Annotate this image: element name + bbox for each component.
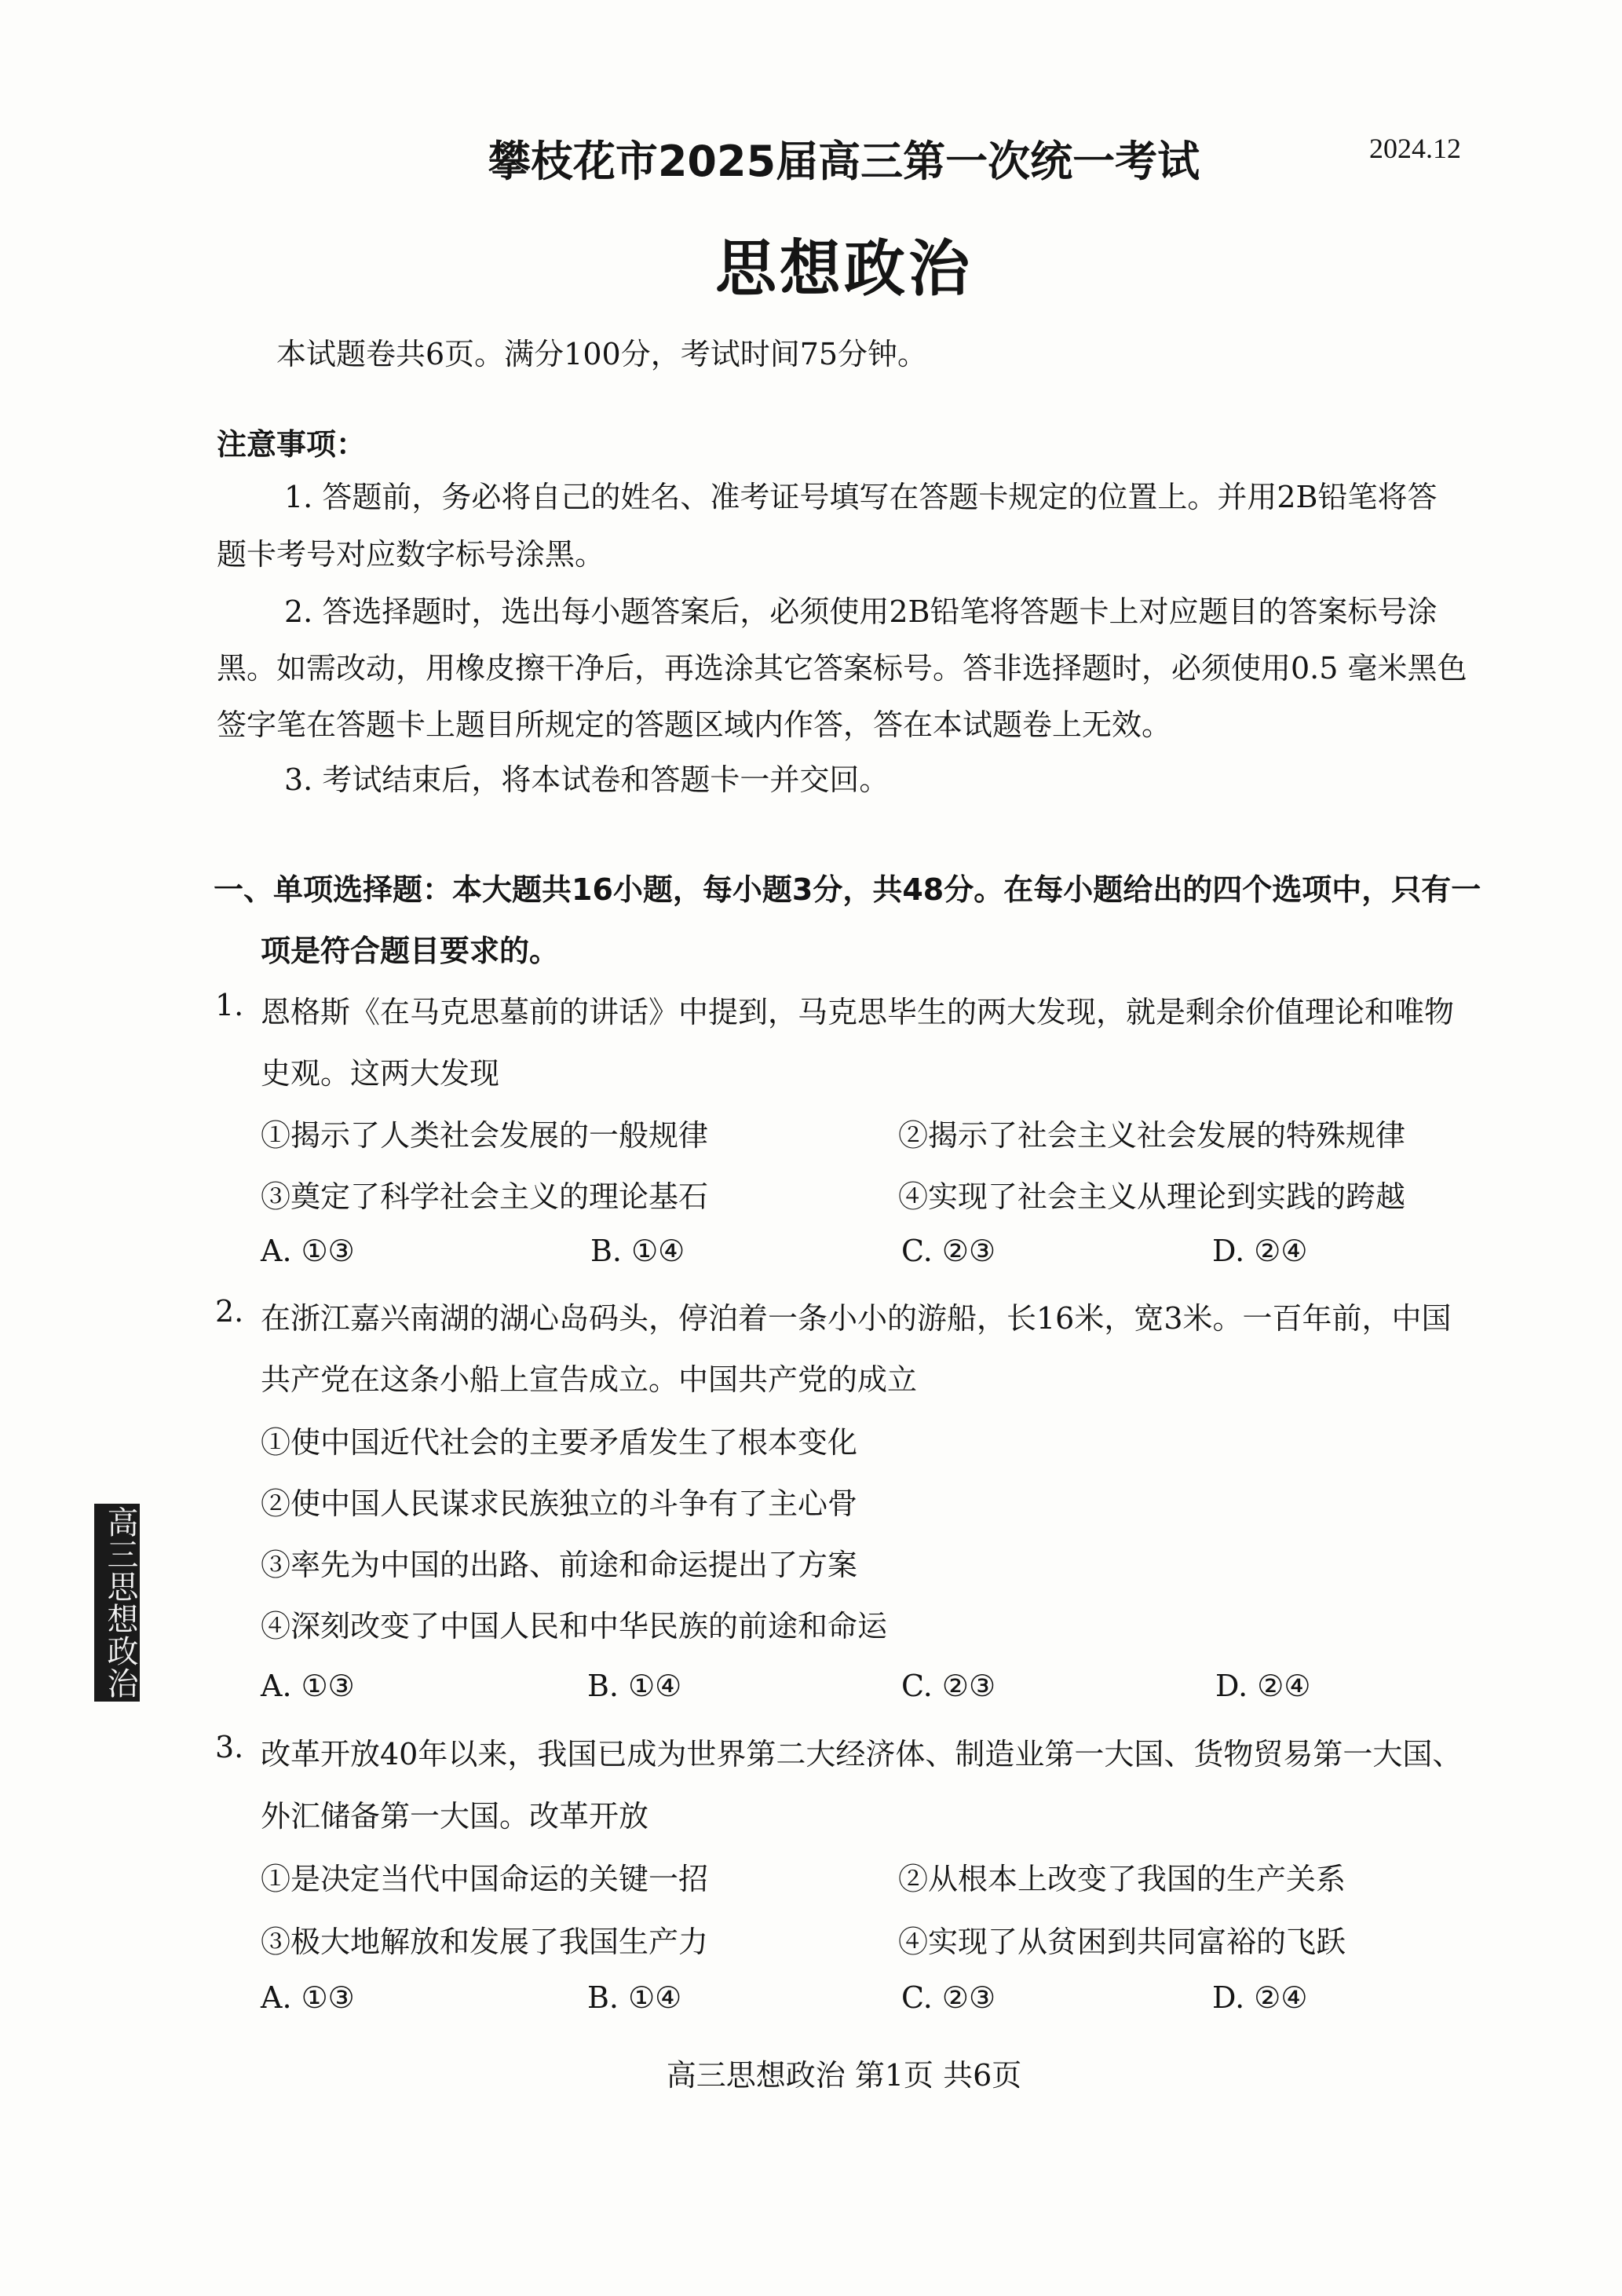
- q1-option-b: B. ①④: [590, 1234, 685, 1268]
- q2-stem-line-2: 共产党在这条小船上宣告成立。中国共产党的成立: [261, 1362, 918, 1397]
- q1-statement-4: ④实现了社会主义从理论到实践的跨越: [898, 1179, 1406, 1214]
- page-footer: 高三思想政治 第1页 共6页: [666, 2058, 1022, 2093]
- q1-option-d: D. ②④: [1212, 1234, 1308, 1268]
- q2-option-a: A. ①③: [261, 1669, 355, 1703]
- subject-title: 思想政治: [714, 234, 973, 305]
- note-1-line-1: 1. 答题前，务必将自己的姓名、准考证号填写在答题卡规定的位置上。并用2B铅笔将答: [284, 480, 1438, 514]
- note-2-line-2: 黑。如需改动，用橡皮擦干净后，再选涂其它答案标号。答非选择题时，必须使用0.5 毫米黑色: [217, 651, 1467, 686]
- note-2-line-1: 2. 答选择题时，选出每小题答案后，必须使用2B铅笔将答题卡上对应题目的答案标号涂: [284, 594, 1438, 629]
- q2-number: 2.: [215, 1294, 244, 1329]
- side-tab-label: 高三思想政治: [94, 1504, 140, 1702]
- note-1-line-2: 题卡考号对应数字标号涂黑。: [217, 537, 605, 572]
- q2-option-d: D. ②④: [1215, 1669, 1311, 1703]
- exam-info: 本试题卷共6页。满分100分，考试时间75分钟。: [276, 337, 928, 371]
- section-1-heading-cont: 项是符合题目要求的。: [261, 934, 560, 968]
- exam-date: 2024.12: [1369, 133, 1461, 164]
- q3-stem-line-1: 改革开放40年以来，我国已成为世界第二大经济体、制造业第一大国、货物贸易第一大国、: [261, 1737, 1463, 1771]
- q3-option-d: D. ②④: [1212, 1980, 1308, 2015]
- note-2-line-3: 签字笔在答题卡上题目所规定的答题区域内作答，答在本试题卷上无效。: [217, 707, 1172, 742]
- q1-option-c: C. ②③: [901, 1234, 996, 1268]
- note-3: 3. 考试结束后，将本试卷和答题卡一并交回。: [284, 762, 890, 797]
- q3-option-b: B. ①④: [587, 1980, 682, 2015]
- q3-option-a: A. ①③: [261, 1980, 355, 2015]
- q2-statement-4: ④深刻改变了中国人民和中华民族的前途和命运: [261, 1609, 888, 1643]
- q1-number: 1.: [215, 988, 244, 1022]
- q3-statement-3: ③极大地解放和发展了我国生产力: [261, 1925, 709, 1959]
- q3-statement-2: ②从根本上改变了我国的生产关系: [898, 1862, 1346, 1896]
- q3-statement-1: ①是决定当代中国命运的关键一招: [261, 1862, 709, 1896]
- q1-statement-3: ③奠定了科学社会主义的理论基石: [261, 1179, 709, 1214]
- q1-option-a: A. ①③: [261, 1234, 355, 1268]
- q3-statement-4: ④实现了从贫困到共同富裕的飞跃: [898, 1925, 1346, 1959]
- q3-stem-line-2: 外汇储备第一大国。改革开放: [261, 1799, 649, 1834]
- q2-stem-line-1: 在浙江嘉兴南湖的湖心岛码头，停泊着一条小小的游船，长16米，宽3米。一百年前，中国: [261, 1301, 1452, 1336]
- exam-title: 攀枝花市2025届高三第一次统一考试: [488, 137, 1200, 186]
- q2-statement-1: ①使中国近代社会的主要矛盾发生了根本变化: [261, 1425, 858, 1460]
- q2-statement-3: ③率先为中国的出路、前途和命运提出了方案: [261, 1548, 858, 1582]
- q1-stem-line-1: 恩格斯《在马克思墓前的讲话》中提到，马克思毕生的两大发现，就是剩余价值理论和唯物: [261, 995, 1455, 1029]
- q1-statement-1: ①揭示了人类社会发展的一般规律: [261, 1118, 709, 1153]
- q1-stem-line-2: 史观。这两大发现: [261, 1056, 500, 1091]
- notes-heading: 注意事项：: [217, 427, 367, 462]
- q2-option-c: C. ②③: [901, 1669, 996, 1703]
- q1-statement-2: ②揭示了社会主义社会发展的特殊规律: [898, 1118, 1406, 1153]
- q2-statement-2: ②使中国人民谋求民族独立的斗争有了主心骨: [261, 1486, 858, 1521]
- q3-number: 3.: [215, 1730, 244, 1764]
- section-1-heading: 一、单项选择题：本大题共16小题，每小题3分，共48分。在每小题给出的四个选项中，只有一: [214, 872, 1481, 907]
- q3-option-c: C. ②③: [901, 1980, 996, 2015]
- q2-option-b: B. ①④: [587, 1669, 682, 1703]
